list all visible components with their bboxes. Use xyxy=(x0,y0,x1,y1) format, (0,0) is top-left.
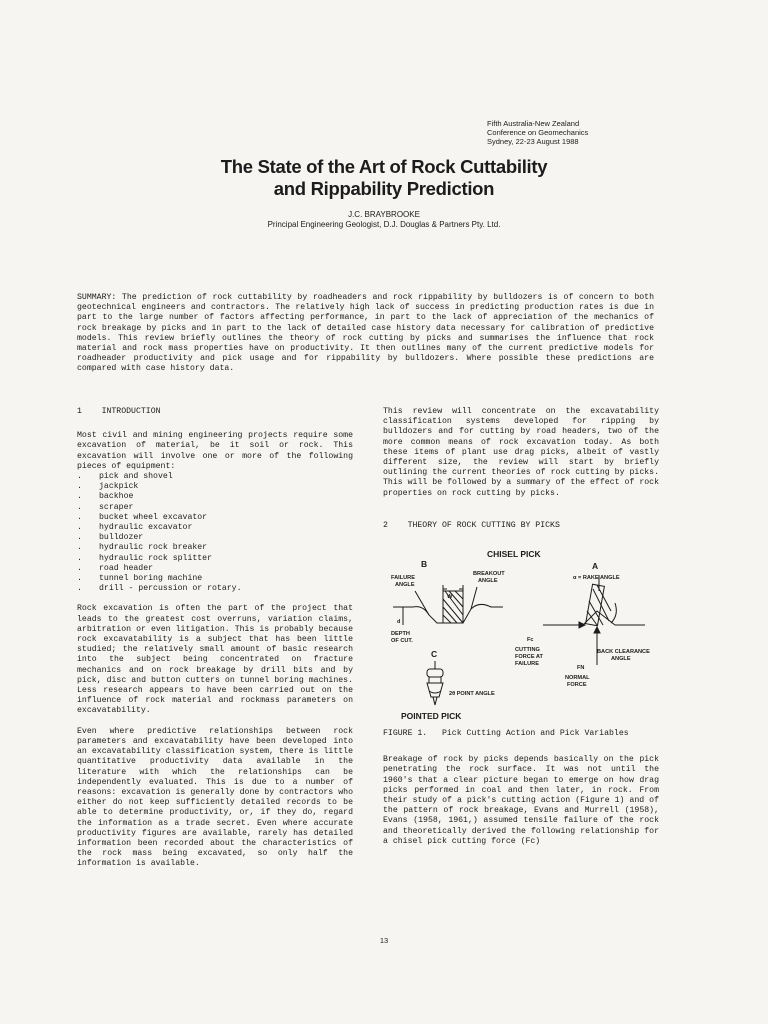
cutting-force-label: FORCE AT xyxy=(515,654,543,661)
intro-paragraph: This review will concentrate on the excavatability classification systems developed for ripping by bulldozers and for cutting by road headers, two of the more common means of rock excavation today. As both these items of plant use drag picks, albeit of vastly different size, the review will start by briefly outlining the current theories of rock cutting by picks. This will be followed by a summary of the effect of rock properties on rock cutting by picks. xyxy=(383,407,659,498)
conference-line: Fifth Australia-New Zealand xyxy=(487,119,580,128)
chisel-pick-label: CHISEL PICK xyxy=(487,549,541,560)
label-b: B xyxy=(421,559,428,570)
page-number: 13 xyxy=(379,936,389,945)
cutting-force-label: FAILURE xyxy=(515,661,539,668)
paper-title xyxy=(80,156,688,200)
rake-angle-label: α = RAKE ANGLE xyxy=(573,575,620,582)
author-affiliation: Principal Engineering Geologist, D.J. Douglas & Partners Pty. Ltd. xyxy=(267,220,501,229)
pointed-pick-sketch xyxy=(427,661,443,705)
figure-caption: FIGURE 1. Pick Cutting Action and Pick Variables xyxy=(383,729,629,739)
summary-paragraph: SUMMARY: The prediction of rock cuttability by roadheaders and rock rippability by bulldozers is of concern to both geotechnical engineers and contractors. The relatively high lack of success in predicting production rates is due in part to the large number of factors affecting performance, in part to the lack of appreciation of the mechanics of rock breakage by picks and in part to the lack of detailed case history data necessary for calibration of predictive models. This review briefly outlines the theory of rock cutting by picks and summarises the influence that rock material and rock mass properties have on productivity. It then outlines many of the current predictive models for roadheader productivity and pick usage and for rippability by bulldozers. Where possible these predictions are compared with case history data. xyxy=(77,293,654,374)
conference-line: Conference on Geomechanics xyxy=(487,128,589,137)
intro-paragraph: Most civil and mining engineering projects require some excavation of material, be it soil or rock. This excavation will involve one or more of the following pieces of equipment: xyxy=(77,431,353,471)
title-line: and Rippability Prediction xyxy=(273,178,495,199)
failure-angle-label: ANGLE xyxy=(395,582,415,589)
point-angle-label: 2θ POINT ANGLE xyxy=(449,691,495,698)
fn-label: FN xyxy=(577,665,585,672)
equipment-list-item: . backhoe xyxy=(77,492,353,502)
author-name: J.C. BRAYBROOKE xyxy=(348,210,420,219)
d-label: d xyxy=(397,619,401,626)
failure-angle-label: FAILURE xyxy=(391,575,415,582)
back-clearance-label: ANGLE xyxy=(611,656,631,663)
pointed-pick-label: POINTED PICK xyxy=(401,711,462,722)
intro-paragraph: Rock excavation is often the part of the project that leads to the greatest cost overruns, variation claims, arbitration or even litigation. This is probably because rock excavatability is a subject that has been little studied; the relatively small amount of basic research into the subject being concentrated on fracture mechanics and on rock breakage by drill bits and by pick, disc and button cutters on tunnel boring machines. Less research appears to have been carried out on the influence of rock material and rockmass parameters on excavatability. xyxy=(77,604,353,716)
equipment-list-item: . hydraulic excavator xyxy=(77,523,353,533)
equipment-list-item: . hydraulic rock splitter xyxy=(77,554,353,564)
pick-diagram xyxy=(383,545,673,723)
label-a: A xyxy=(592,561,599,572)
equipment-list-item: . drill - percussion or rotary. xyxy=(77,584,353,594)
equipment-list-item: . bulldozer xyxy=(77,533,353,543)
cutting-force-label: CUTTING xyxy=(515,647,540,654)
equipment-list-item: . hydraulic rock breaker xyxy=(77,543,353,553)
right-column xyxy=(383,407,659,847)
fc-label: Fc xyxy=(527,637,534,644)
conference-info xyxy=(487,119,588,146)
author-block xyxy=(80,210,688,230)
label-c: C xyxy=(431,649,438,660)
width-label: W xyxy=(447,594,453,601)
equipment-list-item: . tunnel boring machine xyxy=(77,574,353,584)
title-line: The State of the Art of Rock Cuttability xyxy=(220,156,548,177)
pick-cutting-figure xyxy=(383,545,683,722)
chisel-pick-sketch xyxy=(393,585,503,625)
equipment-list-item: . scraper xyxy=(77,503,353,513)
conference-line: Sydney, 22-23 August 1988 xyxy=(487,137,579,146)
normal-force-label: NORMAL xyxy=(565,675,590,682)
normal-force-label: FORCE xyxy=(567,682,587,689)
section-heading: 1 INTRODUCTION xyxy=(77,407,161,416)
equipment-list-item: . road header xyxy=(77,564,353,574)
equipment-list xyxy=(77,472,353,594)
equipment-list-item: . pick and shovel xyxy=(77,472,353,482)
left-column xyxy=(77,407,353,870)
equipment-list-item: . jackpick xyxy=(77,482,353,492)
depth-of-cut-label: DEPTH xyxy=(391,631,410,638)
back-clearance-label: BACK CLEARANCE xyxy=(597,649,650,656)
theory-paragraph: Breakage of rock by picks depends basically on the pick penetrating the rock surface. It was not until the 1960's that a clear picture began to emerge on how drag picks performed in coal and then later, in rock. From their study of a pick's cutting action (Figure 1) and of the pattern of rock breakage, Evans and Murrell (1958), Evans (1958, 1961,) assumed tensile failure of the rock and theoretically derived the following relationship for a chisel pick cutting force (Fc) xyxy=(383,755,659,846)
intro-paragraph: Even where predictive relationships between rock parameters and excavatability have been developed into an excavatability classification system, there is little quantitative productivity data available in the literature with which the relationships can be independently evaluated. This is due to a number of reasons: excavation is generally done by contractors who either do not keep sufficiently detailed records to be able to determine productivity, or, if they do, regard the information as a trade secret. Even where accurate productivity figures are available, rarely has detailed information been recorded about the characteristics of the rock mass being excavated, so only half the information is available. xyxy=(77,726,353,869)
breakout-angle-label: ANGLE xyxy=(478,578,498,585)
equipment-list-item: . bucket wheel excavator xyxy=(77,513,353,523)
section-heading: 2 THEORY OF ROCK CUTTING BY PICKS xyxy=(383,520,560,530)
breakout-angle-label: BREAKOUT xyxy=(473,571,505,578)
depth-of-cut-label: OF CUT. xyxy=(391,638,413,645)
